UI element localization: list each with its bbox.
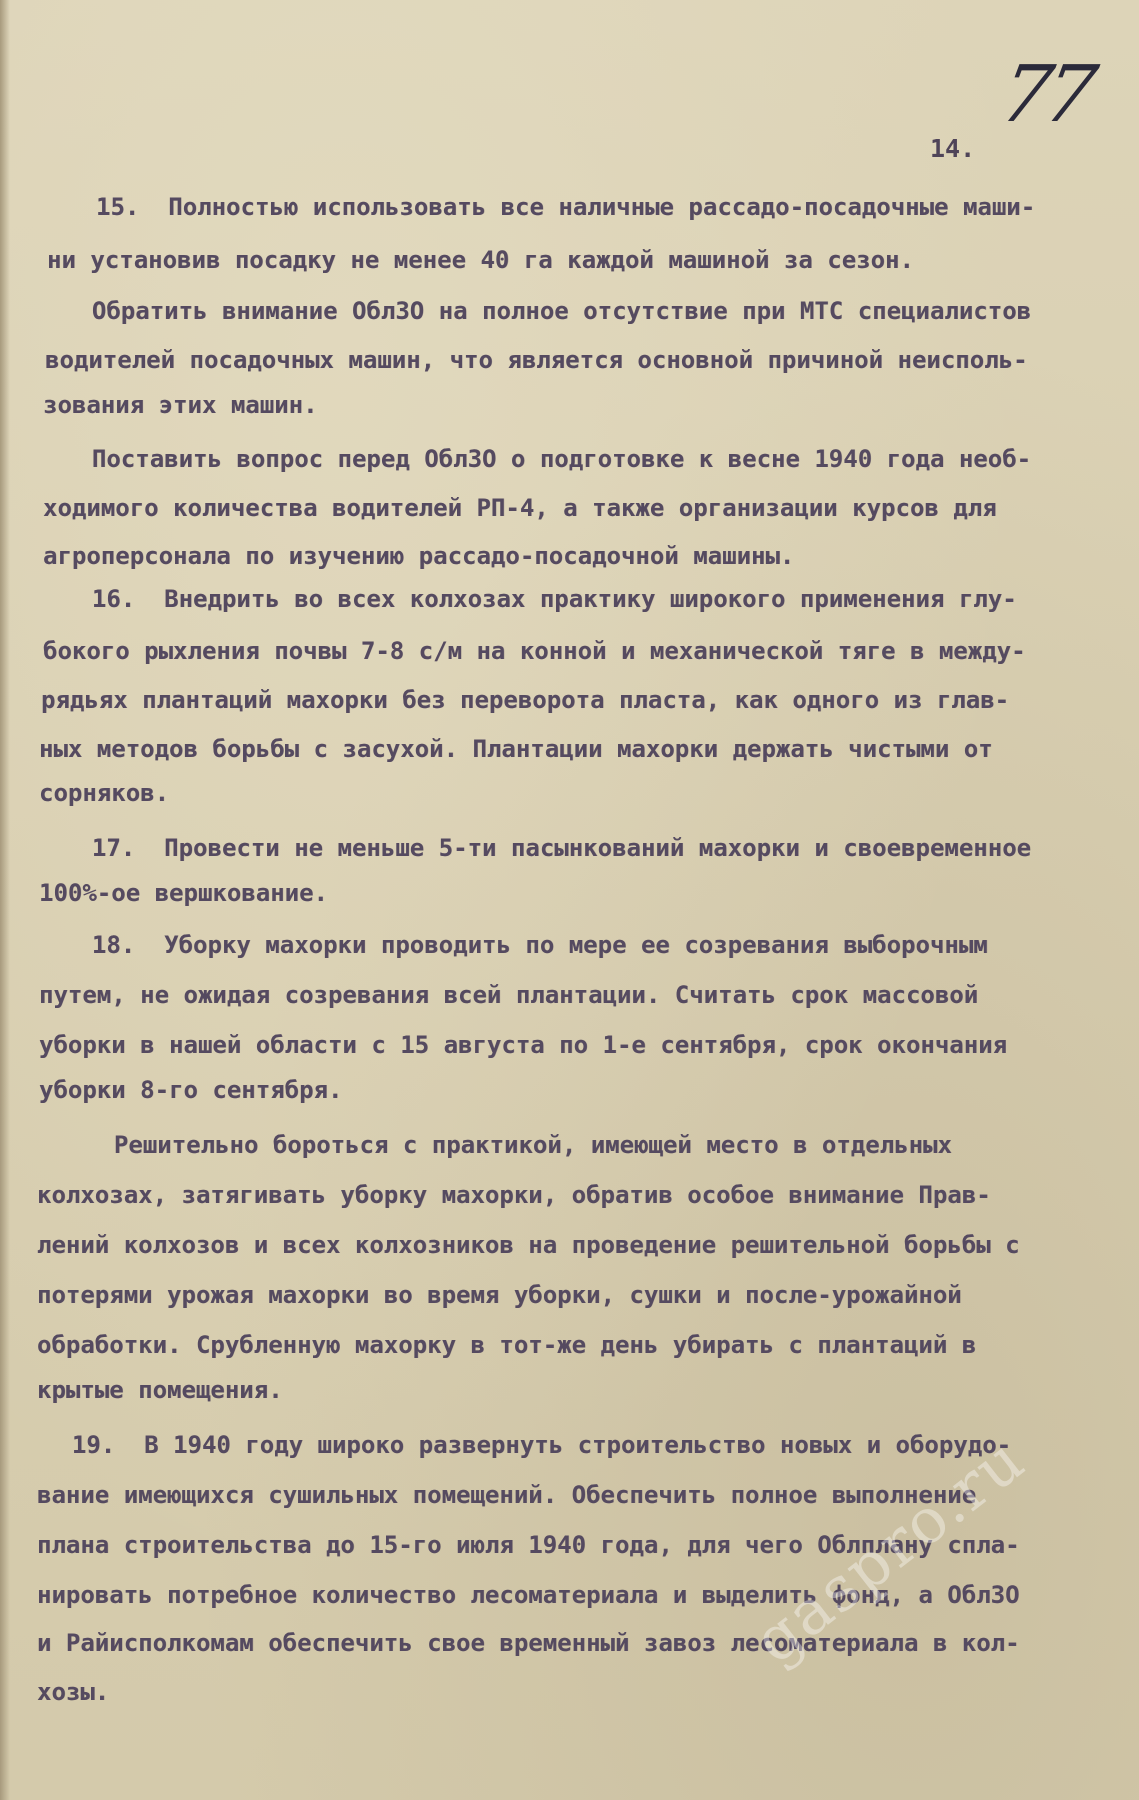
text-line: агроперсонала по изучению рассадо-посадочной машины. [43,542,795,570]
text-line: ходимого количества водителей РП-4, а также организации курсов для [43,494,997,522]
text-line: потерями урожая махорки во время уборки, сушки и после-урожайной [37,1281,962,1309]
text-line: плана строительства до 15-го июля 1940 года, для чего Облплану спла- [37,1531,1020,1559]
text-line: сорняков. [39,779,170,807]
watermark: gaspro.ru [740,1422,1039,1678]
text-line: рядьях плантаций махорки без переворота пласта, как одного из глав- [41,686,1010,714]
text-line: и Райисполкомам обеспечить свое временный завоз лесоматериала в кол- [37,1629,1020,1657]
text-line: путем, не ожидая созревания всей плантации. Считать срок массовой [39,981,979,1009]
text-line: водителей посадочных машин, что является основной причиной неисполь- [45,346,1028,374]
archive-folio-number: 77 [994,50,1098,140]
text-line: обработки. Срубленную махорку в тот-же день убирать с плантаций в [37,1331,977,1359]
text-line: 16. Внедрить во всех колхозах практику широкого применения глу- [63,585,1017,613]
text-line: колхозах, затягивать уборку махорки, обратив особое внимание Прав- [37,1181,991,1209]
text-line: Поставить вопрос перед ОблЗО о подготовке к весне 1940 года необ- [63,445,1032,473]
text-line: нировать потребное количество лесоматериала и выделить фонд, а ОблЗО [37,1581,1020,1609]
text-line: зования этих машин. [43,391,318,419]
page-number: 14. [930,134,976,163]
text-line: ни установив посадку не менее 40 га каждой машиной за сезон. [47,246,914,274]
text-line: бокого рыхления почвы 7-8 с/м на конной и механической тяге в между- [43,637,1026,665]
text-line: крытые помещения. [37,1376,283,1404]
text-line: Обратить внимание ОблЗО на полное отсутствие при МТС специалистов [63,297,1032,325]
text-line: уборки в нашей области с 15 августа по 1-е сентября, срок окончания [39,1031,1008,1059]
text-line: лений колхозов и всех колхозников на проведение решительной борьбы с [37,1231,1020,1259]
text-line: ных методов борьбы с засухой. Плантации махорки держать чистыми от [39,735,993,763]
text-line: 100%-ое вершкование. [39,879,328,907]
text-line: уборки 8-го сентября. [39,1076,343,1104]
text-line: хозы. [37,1678,110,1706]
text-line: 19. В 1940 году широко развернуть строительство новых и оборудо- [43,1431,1012,1459]
text-line: 18. Уборку махорки проводить по мере ее созревания выборочным [63,931,988,959]
text-line: 17. Провести не меньше 5-ти пасынкований махорки и своевременное [63,834,1032,862]
text-line: вание имеющихся сушильных помещений. Обеспечить полное выполнение [37,1481,977,1509]
text-line: Решительно бороться с практикой, имеющей место в отдельных [85,1131,952,1159]
text-line: 15. Полностью использовать все наличные рассадо-посадочные маши- [96,193,1036,221]
